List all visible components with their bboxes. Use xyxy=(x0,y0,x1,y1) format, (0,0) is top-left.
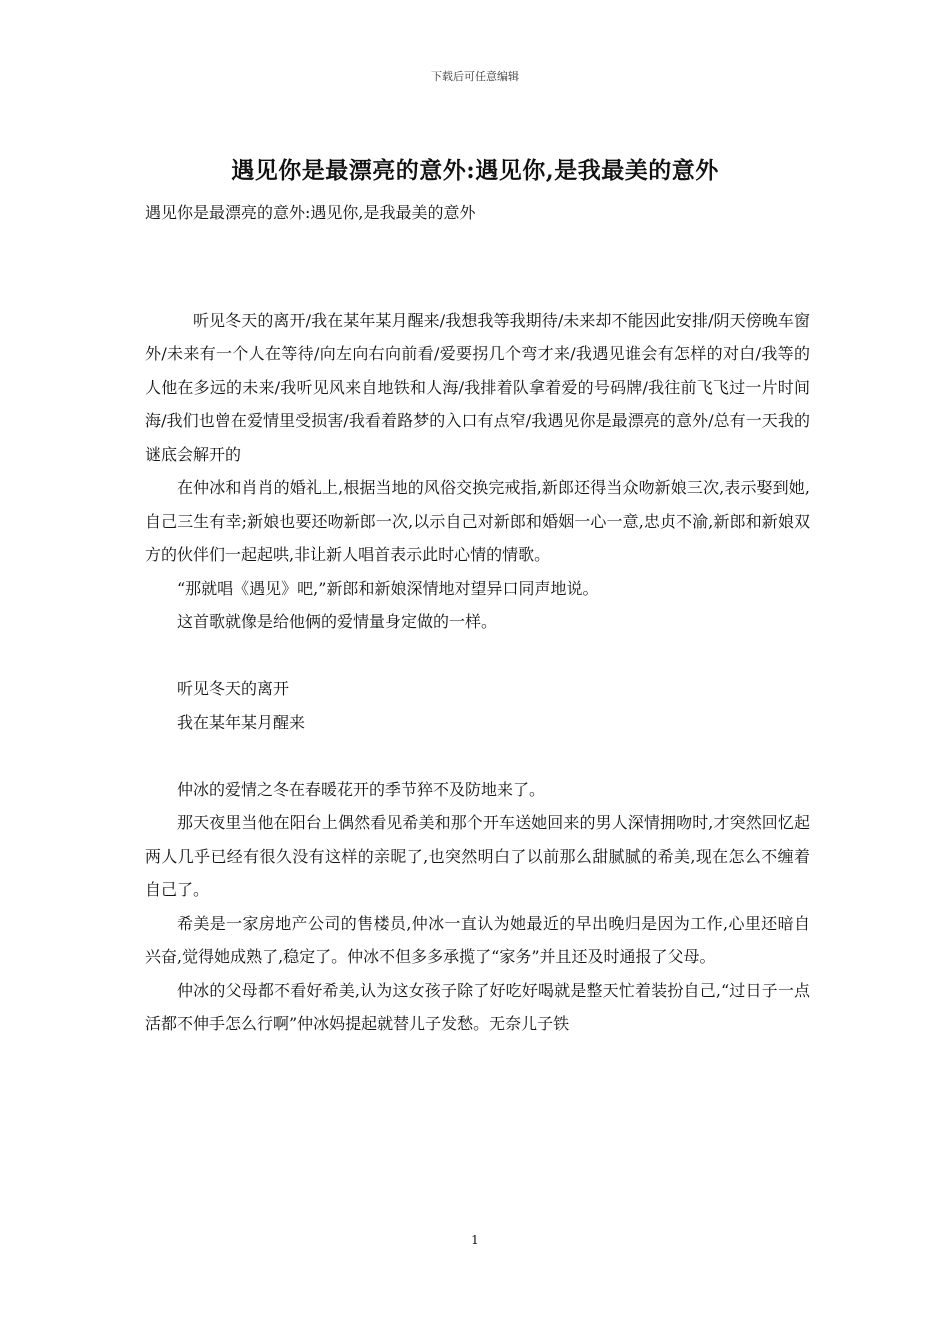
document-body xyxy=(145,270,810,1041)
paragraph: “那就唱《遇见》吧,”新郎和新娘深情地对望异口同声地说。 xyxy=(177,578,599,598)
paragraph: 在仲冰和肖肖的婚礼上,根据当地的风俗交换完戒指,新郎还得当众吻新娘三次,表示娶到她,自己三生有幸;新娘也要还吻新郎一次,以示自己对新郎和婚姻一心一意,忠贞不渝,新郎和新娘双方的伙伴们一起起哄,非让新人唱首表示此时心情的情歌。 xyxy=(145,478,810,564)
paragraph: 仲冰的爱情之冬在春暖花开的季节猝不及防地来了。 xyxy=(177,779,546,799)
blank-line xyxy=(145,639,810,673)
blank-line xyxy=(145,739,810,773)
blank-line xyxy=(145,270,810,304)
paragraph: 希美是一家房地产公司的售楼员,仲冰一直认为她最近的早出晚归是因为工作,心里还暗自兴奋,觉得她成熟了,稳定了。仲冰不但多多承揽了“家务”并且还及时通报了父母。 xyxy=(145,913,810,966)
page-header-note: 下载后可任意编辑 xyxy=(431,70,519,83)
document-title: 遇见你是最漂亮的意外:遇见你,是我最美的意外 xyxy=(231,157,719,184)
paragraph-lyrics: 听见冬天的离开/我在某年某月醒来/我想我等我期待/未来却不能因此安排/阴天傍晚车窗外/未来有一个人在等待/向左向右向前看/爱要拐几个弯才来/我遇见谁会有怎样的对白/我等的人他在多远的未来/我听见风来自地铁和人海/我排着队拿着爱的号码牌/我往前飞飞过一片时间海/我们也曾在爱情里受损害/我看着路梦的入口有点窄/我遇见你是最漂亮的意外/总有一天我的谜底会解开的 xyxy=(145,310,810,464)
paragraph: 仲冰的父母都不看好希美,认为这女孩子除了好吃好喝就是整天忙着装扮自己,“过日子一点活都不伸手怎么行啊”仲冰妈提起就替儿子发愁。无奈儿子铁 xyxy=(145,980,810,1033)
document-subtitle: 遇见你是最漂亮的意外:遇见你,是我最美的意外 xyxy=(145,203,476,222)
page-number: 1 xyxy=(471,1233,479,1247)
lyric-line: 听见冬天的离开 xyxy=(177,679,290,698)
lyric-line: 我在某年某月醒来 xyxy=(177,712,306,732)
paragraph: 那天夜里当他在阳台上偶然看见希美和那个开车送她回来的男人深情拥吻时,才突然回忆起两人几乎已经有很久没有这样的亲昵了,也突然明白了以前那么甜腻腻的希美,现在怎么不缠着自己了。 xyxy=(145,813,810,899)
paragraph: 这首歌就像是给他俩的爱情量身定做的一样。 xyxy=(177,612,498,631)
